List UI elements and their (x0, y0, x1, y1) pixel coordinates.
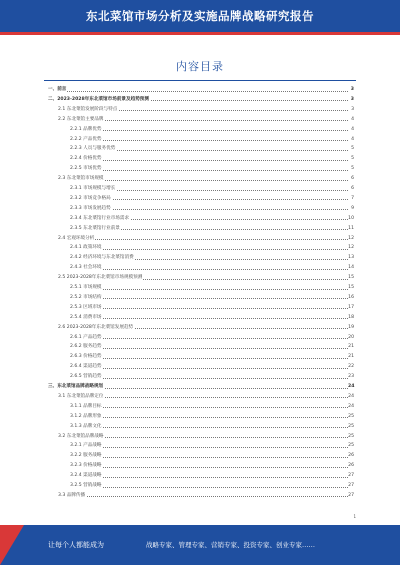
toc-heading: 内容目录 (176, 60, 224, 73)
toc-entry-page: 5 (351, 156, 354, 162)
toc-entry-label: 2.1 东北菜馆发展阶段与特点 (58, 106, 118, 112)
toc-entry[interactable] (0, 185, 400, 193)
toc-entry[interactable] (0, 165, 400, 173)
toc-leader-dots (70, 160, 348, 161)
toc-entry-page: 3 (350, 96, 354, 102)
toc-entry[interactable] (0, 145, 400, 153)
toc-leader-dots (48, 91, 348, 92)
toc-entry-label: 2.4.2 经济环境与东北菜馆消费 (70, 255, 134, 261)
toc-entry-label: 2.2.5 市场优势 (70, 166, 102, 172)
toc-leader-dots (70, 298, 348, 299)
toc-entry-label: 3.2.2 服务战略 (70, 453, 102, 459)
toc-entry-label: 一、前言 (48, 87, 67, 92)
toc-entry-page: 5 (351, 146, 354, 152)
toc-entry-label: 2.5 2023-2028年东北菜馆市场规模预测 (58, 275, 143, 281)
toc-entry[interactable] (0, 324, 400, 332)
toc-entry-page: 22 (348, 364, 354, 370)
toc-entry-label: 2.6.1 产品趋势 (70, 334, 102, 340)
toc-leader-dots (70, 318, 348, 319)
toc-leader-dots (70, 467, 348, 468)
toc-entry-page: 24 (348, 393, 354, 399)
toc-entry[interactable] (0, 343, 400, 351)
toc-entry-page: 17 (348, 304, 354, 310)
toc-entry-page: 14 (348, 265, 354, 271)
toc-entry-label: 2.4.3 社会环境 (70, 265, 102, 271)
toc-entry[interactable] (0, 314, 400, 322)
toc-entry-page: 24 (348, 384, 355, 389)
toc-entry-label: 二、2023-2028年东北菜馆市场前景及趋势预测 (48, 96, 149, 102)
toc-entry-label: 2.6 2023-2028年东北菜馆发展趋势 (58, 324, 134, 330)
footer-slogan: 让每个人都能成为 (48, 541, 104, 549)
toc-entry-page: 24 (348, 403, 354, 409)
toc-entry[interactable] (0, 433, 400, 441)
toc-leader-dots (70, 407, 348, 408)
toc-entry[interactable] (0, 106, 400, 114)
toc-entry-page: 21 (348, 344, 354, 350)
header-accent-stripe (0, 32, 400, 35)
toc-entry-page: 12 (348, 245, 354, 251)
toc-leader-dots (70, 477, 348, 478)
toc-entry-page: 15 (348, 275, 354, 281)
toc-entry-label: 3.1 东北菜馆品牌定位 (58, 393, 104, 399)
toc-entry-page: 19 (348, 324, 354, 330)
toc-entry[interactable] (0, 482, 400, 490)
toc-leader-dots (70, 427, 348, 428)
footer-tagline: 战略专家、管理专家、营销专家、投资专家、创业专家…… (146, 541, 315, 549)
toc-entry-page: 4 (351, 136, 354, 142)
toc-entry[interactable] (0, 393, 400, 401)
toc-entry-label: 2.3.1 市场规模与增长 (70, 186, 116, 191)
toc-entry[interactable] (0, 383, 400, 391)
toc-entry-label: 2.3.3 市场发展趋势 (70, 205, 111, 211)
toc-entry-page: 25 (348, 443, 354, 449)
toc-leader-dots (70, 348, 348, 349)
toc-leader-dots (70, 249, 348, 250)
toc-entry-page: 6 (351, 176, 354, 182)
toc-entry[interactable] (0, 492, 400, 500)
toc-entry[interactable] (0, 225, 400, 233)
toc-leader-dots (70, 457, 348, 458)
toc-entry-label: 2.2.1 品牌优势 (70, 126, 102, 132)
toc-leader-dots (58, 239, 348, 240)
toc-entry[interactable] (0, 126, 400, 134)
toc-entry-page: 26 (348, 453, 354, 459)
toc-entry-page: 26 (348, 463, 354, 469)
toc-entry-page: 16 (348, 294, 354, 300)
toc-entry-label: 2.4 宏观环境分析 (58, 235, 95, 241)
toc-entry-page: 27 (348, 483, 354, 488)
toc-entry[interactable] (0, 363, 400, 371)
toc-entry-label: 2.5.2 市场结构 (70, 294, 102, 300)
toc-entry-label: 3.3 品牌传播 (58, 492, 86, 498)
toc-entry[interactable] (0, 116, 400, 124)
toc-entry[interactable] (0, 442, 400, 450)
toc-leader-dots (70, 368, 348, 369)
toc-entry-page: 25 (348, 433, 354, 439)
toc-entry-label: 2.2.3 人员与服务优势 (70, 146, 116, 152)
toc-entry[interactable] (0, 284, 400, 292)
toc-entry[interactable] (0, 462, 400, 470)
toc-entry-label: 3.1.1 品牌目标 (70, 403, 102, 409)
toc-entry-label: 3.2 东北菜馆品牌战略 (58, 433, 104, 439)
toc-entry-label: 2.3.4 东北菜馆行业市场需求 (70, 215, 130, 221)
toc-leader-dots (70, 140, 348, 141)
toc-entry[interactable] (0, 304, 400, 312)
toc-entry-label: 2.3.2 市场竞争格局 (70, 195, 111, 201)
toc-entry-label: 2.4.1 政策环境 (70, 245, 102, 251)
toc-entry-page: 11 (348, 225, 354, 231)
toc-entry[interactable] (0, 274, 400, 282)
toc-leader-dots (70, 269, 348, 270)
document-title: 东北菜馆市场分析及实施品牌战略研究报告 (86, 9, 314, 23)
toc-entry[interactable] (0, 413, 400, 421)
toc-entry-page: 3 (350, 87, 354, 92)
toc-entry-page: 10 (348, 215, 354, 221)
toc-entry-label: 2.6.3 价格趋势 (70, 354, 102, 360)
toc-entry-label: 3.2.1 产品战略 (70, 443, 102, 449)
toc-entry-page: 27 (348, 473, 354, 479)
toc-entry-page: 12 (348, 235, 354, 241)
toc-leader-dots (70, 417, 348, 418)
toc-entry-label: 2.2.2 产品优势 (70, 136, 102, 142)
toc-entry-label: 2.6.4 渠道趋势 (70, 364, 102, 370)
toc-entry-label: 三、东北菜馆品牌战略规划 (48, 384, 104, 389)
toc-entry-label: 3.2.5 营销战略 (70, 483, 102, 488)
toc-entry-label: 2.5.4 消费市场 (70, 314, 102, 320)
toc-entry-label: 3.2.3 价格战略 (70, 463, 102, 469)
toc-entry[interactable] (0, 96, 400, 104)
toc-entry[interactable] (0, 452, 400, 460)
toc-entry-label: 2.2.4 价格优势 (70, 156, 102, 162)
toc-entry-label: 2.3.5 东北菜馆行业前景 (70, 225, 120, 231)
toc-leader-dots (70, 447, 348, 448)
toc-leader-dots (70, 170, 348, 171)
toc-entry[interactable] (0, 136, 400, 144)
toc-entry-page: 4 (351, 116, 354, 122)
toc-entry-page: 25 (348, 423, 354, 429)
toc-divider (44, 80, 356, 81)
toc-entry-page: 21 (348, 354, 354, 360)
toc-entry-page: 25 (348, 413, 354, 419)
toc-entry[interactable] (0, 373, 400, 381)
toc-entry[interactable] (0, 155, 400, 163)
toc-entry-label: 3.1.2 品牌形象 (70, 413, 102, 419)
toc-leader-dots (58, 496, 348, 497)
toc-entry[interactable] (0, 195, 400, 203)
toc-entry-label: 2.2 东北菜馆主要品牌 (58, 116, 104, 122)
toc-leader-dots (70, 487, 348, 488)
toc-entry[interactable] (0, 264, 400, 272)
toc-entry-label: 3.2.4 渠道战略 (70, 473, 102, 479)
toc-leader-dots (70, 130, 348, 131)
toc-entry-page: 9 (351, 205, 354, 211)
toc-entry-label: 2.5.3 区域市场 (70, 304, 102, 310)
toc-entry-page: 3 (351, 106, 354, 112)
toc-entry[interactable] (0, 403, 400, 411)
toc-entry-label: 2.3 东北菜馆市场规模 (58, 176, 104, 182)
toc-entry-label: 2.5.1 市场规模 (70, 285, 102, 290)
footer-accent (0, 525, 24, 565)
toc-entry[interactable] (0, 294, 400, 302)
toc-entry[interactable] (0, 244, 400, 252)
toc-entry-page: 13 (348, 255, 354, 261)
toc-entry-page: 4 (351, 126, 354, 132)
toc-entry[interactable] (0, 215, 400, 223)
toc-entry-page: 7 (351, 195, 354, 201)
toc-leader-dots (70, 308, 348, 309)
toc-entry[interactable] (0, 235, 400, 243)
toc-entry-label: 2.6.5 营销趋势 (70, 374, 102, 380)
toc-entry[interactable] (0, 205, 400, 213)
toc-entry[interactable] (0, 334, 400, 342)
toc-entry-label: 2.6.2 服务趋势 (70, 344, 102, 350)
toc-leader-dots (70, 289, 348, 290)
toc-leader-dots (70, 338, 348, 339)
toc-entry[interactable] (0, 254, 400, 262)
toc-entry[interactable] (0, 472, 400, 480)
toc-entry-label: 3.1.3 品牌文化 (70, 423, 102, 429)
toc-entry[interactable] (0, 423, 400, 431)
toc-entry-page: 23 (348, 374, 354, 380)
page-number: 1 (353, 514, 356, 519)
toc-entry-page: 27 (348, 492, 354, 498)
toc-entry[interactable] (0, 353, 400, 361)
toc-leader-dots (70, 378, 348, 379)
toc-entry-page: 20 (348, 334, 354, 340)
toc-entry-page: 5 (351, 166, 354, 172)
toc-leader-dots (70, 358, 348, 359)
toc-entry[interactable] (0, 86, 400, 94)
toc-entry-page: 6 (351, 186, 354, 191)
toc-entry-page: 18 (348, 314, 354, 320)
toc-entry-page: 15 (348, 285, 354, 290)
toc-entry[interactable] (0, 175, 400, 183)
